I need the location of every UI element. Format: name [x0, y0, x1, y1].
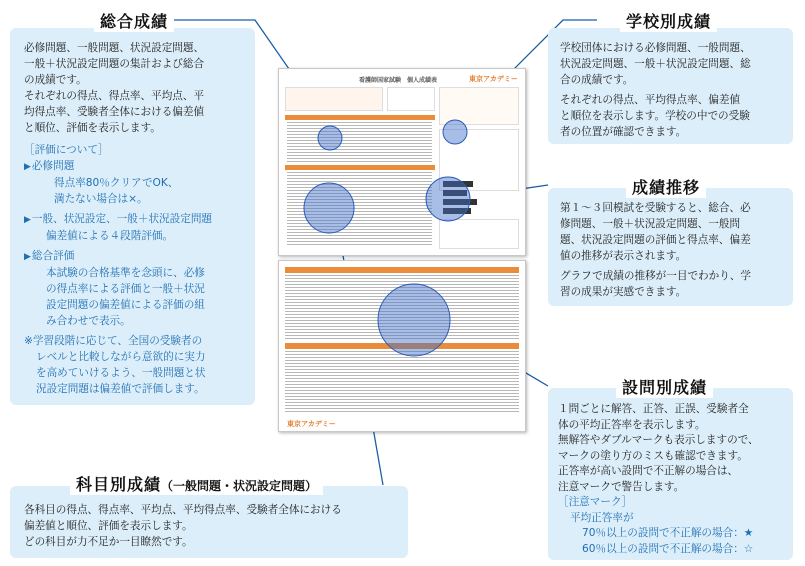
- gakko-line-2: 状況設定問題、一般＋状況設定問題、総: [560, 58, 751, 70]
- sogo-note-4: 況設定問題は偏差値で評価します。: [36, 383, 205, 395]
- hisshu-desc-1: 得点率80％クリアでOK、: [54, 177, 179, 189]
- gakko-line-6: 者の位置が確認できます。: [560, 126, 687, 138]
- setsumon-title: 設問別成績: [616, 375, 713, 398]
- kamoku-line-1: 各科目の得点、得点率、平均点、平均得点率、受験者全体における: [24, 504, 342, 516]
- setsumon-line-6: 注意マークで警告します。: [558, 480, 685, 493]
- setsumon-note-b: 60％以上の設問で不正解の場合：☆: [582, 542, 754, 555]
- hisshu-desc-2: 満たない場合は×。: [54, 193, 148, 205]
- setsumon-line-2: 体の平均正答率を表示します。: [558, 418, 706, 431]
- setsumon-line-3: 無解答やダブルマークも表示しますので、: [558, 434, 759, 446]
- kamoku-title: [70, 472, 323, 495]
- highlight-setsumon: [378, 284, 450, 356]
- ippan-desc: 偏差値による４段階評価。: [46, 230, 174, 242]
- total-desc-4: み合わせで表示。: [46, 315, 131, 327]
- total-desc-2: の得点率による評価と一般＋状況: [46, 283, 205, 295]
- gakko-line-5: と順位を表示します。学校の中での受験: [560, 110, 750, 122]
- kamoku-panel: [10, 486, 408, 558]
- highlight-suii: [426, 177, 470, 221]
- sogo-panel: [10, 28, 255, 405]
- suii-line-2: 修問題、一般＋状況設定問題、一般問: [560, 218, 741, 230]
- sogo-title: 総合成績: [94, 9, 174, 32]
- highlight-sogo: [318, 126, 342, 150]
- setsumon-line-1: １問ごとに解答、正答、正誤、受験者全: [558, 403, 749, 415]
- sogo-line-1: 必修問題、一般問題、状況設定問題、: [24, 42, 205, 54]
- sogo-line-5: 均得点率、受験者全体における偏差値: [24, 106, 205, 118]
- gakko-line-3: 合の成績です。: [560, 74, 634, 86]
- sheet-header-text: 看護師国家試験 個人成績表: [359, 77, 438, 84]
- kamoku-line-2: 偏差値と順位、評価を表示します。: [24, 520, 193, 532]
- ippan-label: ▶ 一般、状況設定、一般＋状況設定問題: [24, 211, 245, 228]
- suii-line-5: グラフで成績の推移が一目でわかり、学: [560, 270, 752, 282]
- setsumon-panel: [548, 388, 793, 560]
- suii-panel: [548, 188, 793, 306]
- eval-heading: ［評価について］: [24, 144, 109, 156]
- kamoku-title-main: 科目別成績: [76, 475, 162, 494]
- kamoku-line-3: どの科目が力不足か一目瞭然です。: [24, 536, 193, 548]
- suii-line-6: 習の成果が実感できます。: [560, 286, 687, 298]
- gakko-line-1: 学校団体における必修問題、一般問題、: [560, 42, 751, 54]
- setsumon-note-head: ［注意マーク］: [558, 496, 633, 508]
- highlight-gakko: [443, 120, 467, 144]
- setsumon-note-a: 70％以上の設問で不正解の場合：★: [582, 527, 754, 539]
- sogo-note-2: レベルと比較しながら意欲的に実力: [36, 351, 206, 363]
- gakko-title: 学校別成績: [620, 9, 717, 32]
- total-desc-1: 本試験の合格基準を念頭に、必修: [46, 267, 205, 279]
- setsumon-line-5: 正答率が高い設問で不正解の場合は、: [558, 465, 739, 477]
- total-desc-3: 設定問題の偏差値による評価の組: [46, 299, 205, 311]
- sogo-line-2: 一般＋状況設定問題の集計および総合: [24, 58, 205, 70]
- sheet-logo-bottom: 東京アカデミー: [287, 420, 336, 428]
- setsumon-line-4: マークの塗り方のミスも確認できます。: [558, 449, 748, 462]
- hisshu-label: ▶ 必修問題: [24, 158, 245, 175]
- sogo-note-1: ※学習段階に応じて、全国の受験者の: [24, 335, 203, 347]
- sogo-line-3: の成績です。: [24, 74, 87, 86]
- setsumon-note-sub: 平均正答率が: [570, 511, 634, 524]
- sogo-line-6: と順位、評価を表示します。: [24, 122, 161, 134]
- sogo-note-3: を高めていけるよう、一般問題と状: [36, 367, 206, 379]
- total-label: ▶ 総合評価: [24, 248, 245, 265]
- suii-title: 成績推移: [626, 175, 706, 198]
- sheet-logo-top: 東京アカデミー: [469, 75, 518, 83]
- highlight-kamoku: [304, 183, 354, 233]
- suii-line-1: 第１～３回模試を受験すると、総合、必: [560, 202, 751, 214]
- gakko-line-4: それぞれの得点、平均得点率、偏差値: [560, 94, 741, 106]
- sogo-line-4: それぞれの得点、得点率、平均点、平: [24, 90, 205, 102]
- kamoku-title-sub: （一般問題・状況設定問題）: [161, 479, 318, 493]
- gakko-panel: [548, 28, 793, 144]
- suii-line-4: 値の推移が表示されます。: [560, 250, 687, 262]
- suii-line-3: 題、状況設定問題の評価と得点率、偏差: [560, 234, 751, 246]
